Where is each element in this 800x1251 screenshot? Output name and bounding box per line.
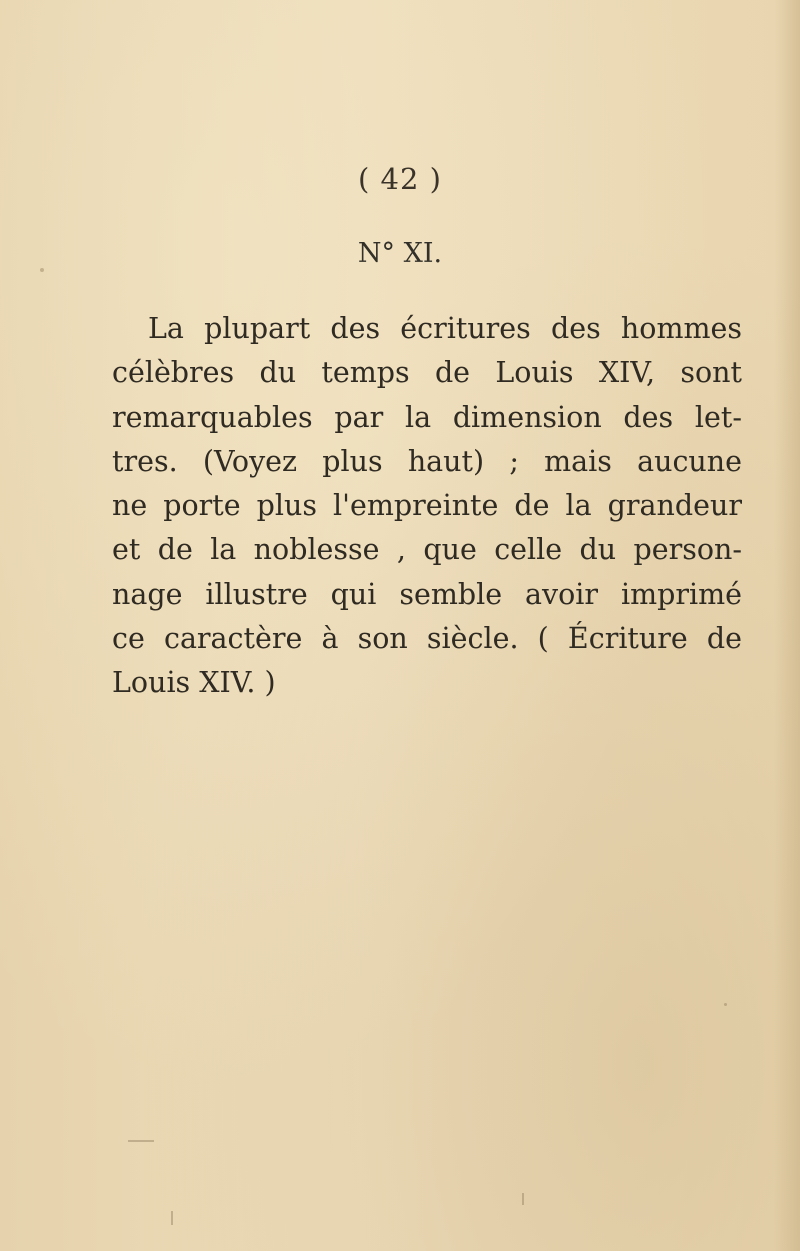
paper-speck	[128, 1140, 154, 1142]
body-paragraph	[112, 307, 742, 706]
text-line: ne porte plus l'empreinte de la grandeur	[112, 489, 742, 523]
section-heading: N° XI.	[357, 238, 443, 269]
text-line: et de la noblesse , que celle du person-	[112, 533, 742, 567]
text-line: La plupart des écritures des hommes	[148, 312, 742, 345]
page-number: ( 42 )	[358, 162, 442, 196]
text-line: Louis XIV. )	[112, 666, 276, 700]
paper-speck	[724, 1003, 727, 1006]
paper-speck	[522, 1193, 524, 1205]
paper-speck	[171, 1211, 173, 1225]
text-line: tres. (Voyez plus haut) ; mais aucune	[112, 444, 742, 478]
paper-speck	[40, 268, 44, 272]
text-line: nage illustre qui semble avoir imprimé	[112, 577, 742, 611]
text-line: remarquables par la dimension des let-	[112, 400, 742, 434]
text-line: ce caractère à son siècle. ( Écriture de	[112, 622, 742, 656]
text-line: célèbres du temps de Louis XIV, sont	[112, 356, 742, 390]
